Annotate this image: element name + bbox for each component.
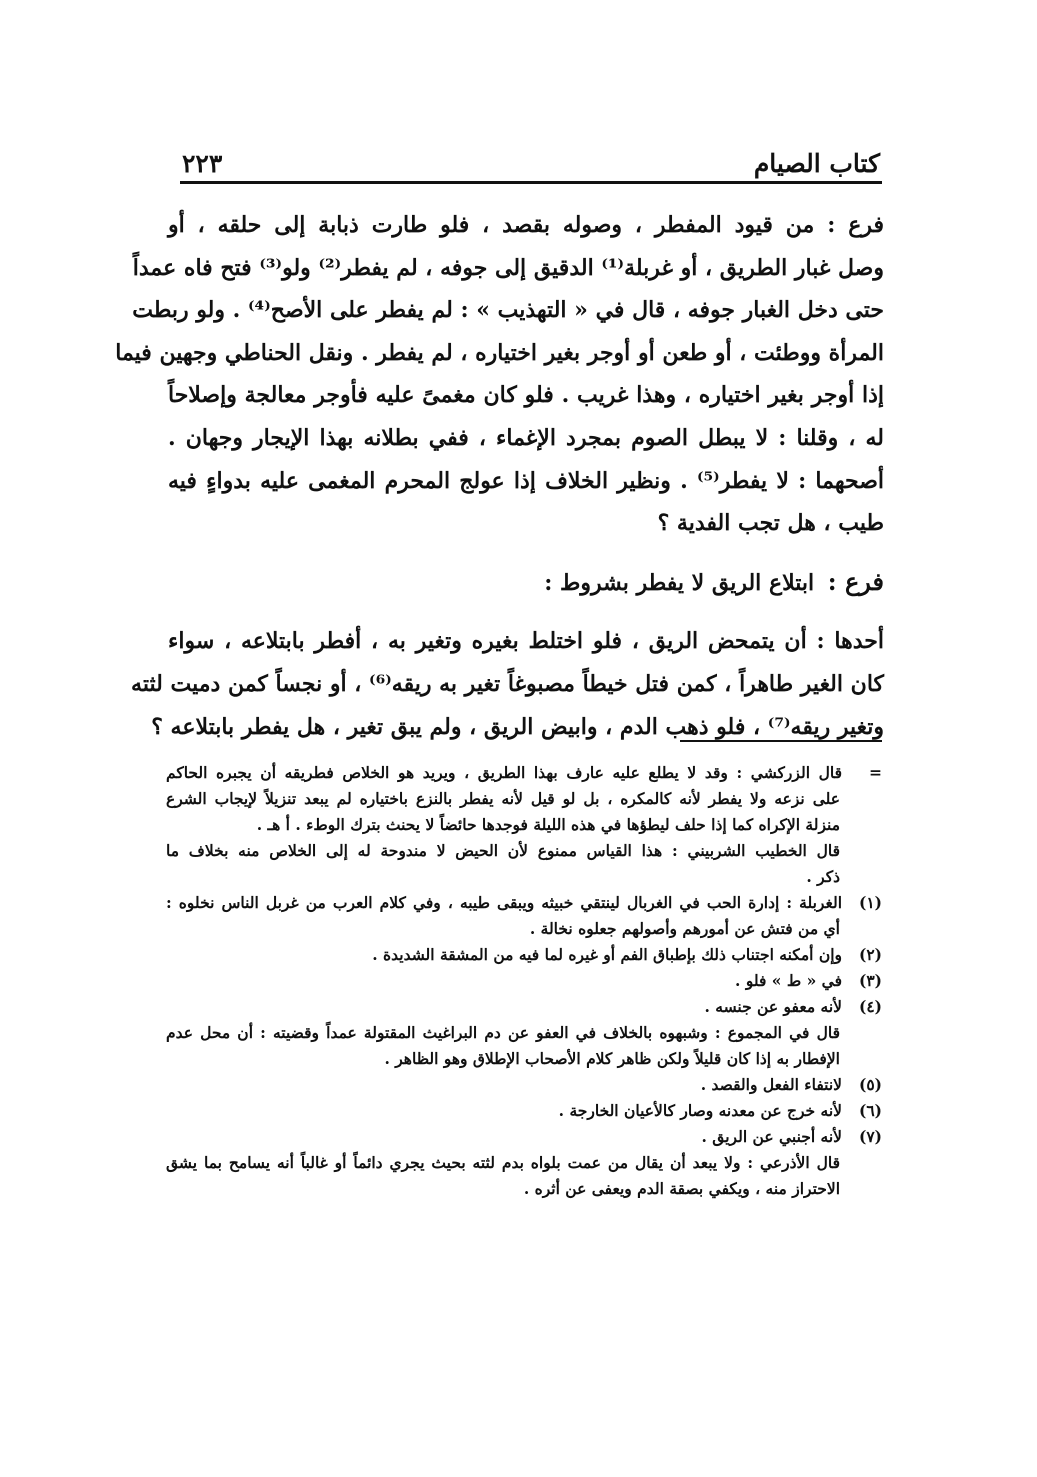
text-line: فرع : من قيود المفطر ، وصوله بقصد ، فلو طارت ذبابة إلى حلقه ، أو xyxy=(168,212,884,238)
text-line: وتغير ريقه⁽⁷⁾ ، فلو ذهب الدم ، وابيض الريق ، ولم يبق تغير ، هل يفطر بابتلاعه ؟ xyxy=(151,713,884,740)
footnote-marker: (٤) xyxy=(858,997,882,1016)
footnote-line xyxy=(166,1072,882,1098)
footnote-text: لأنه خرج عن معدنه وصار كالأعيان الخارجة . xyxy=(558,1101,842,1120)
footnote-line xyxy=(166,994,882,1020)
footnote-marker: (٢) xyxy=(858,945,882,964)
footnote-line xyxy=(166,760,882,786)
footnote-marker: = xyxy=(869,763,882,782)
footnote-line xyxy=(166,1098,882,1124)
footnote-line xyxy=(166,1124,882,1150)
text-line: المرأة ووطئت ، أو طعن أو أوجر بغير اختياره ، لم يفطر . ونقل الحناطي وجهين فيما xyxy=(115,339,884,366)
text-line: له ، وقلنا : لا يبطل الصوم بمجرد الإغماء ، ففي بطلانه بهذا الإيجار وجهان . xyxy=(168,424,884,451)
page-number: ٢٢٣ xyxy=(182,149,223,178)
main-text xyxy=(115,204,884,748)
text-line: طيب ، هل تجب الفدية ؟ xyxy=(657,510,884,537)
footnote-marker: (٥) xyxy=(858,1075,882,1094)
branch-text: ابتلاع الريق لا يفطر بشروط : xyxy=(544,569,815,596)
text-line: حتى دخل الغبار جوفه ، قال في « التهذيب » : لم يفطر على الأصح⁽⁴⁾ . ولو ربطت xyxy=(132,297,884,324)
footnote-line: قال الأذرعي : ولا يبعد أن يقال من عمت بلواه بدم لثته بحيث يجري دائماً أو غالباً أنه يسامح بما يشق xyxy=(166,1153,840,1172)
footnote-text: لأنه أجنبي عن الريق . xyxy=(701,1127,842,1146)
footnote-line xyxy=(166,890,882,916)
footnote-line: ذكر . xyxy=(806,867,840,886)
footnote-text: لأنه معفو عن جنسه . xyxy=(704,997,842,1016)
footnote-line: منزلة الإكراه كما إذا حلف ليطؤها في هذه الليلة فوجدها حائضاً لا يحنث بترك الوطء . أ هـ . xyxy=(256,815,840,834)
footnote-line: الإفطار به إذا كان قليلاً ولكن ظاهر كلام الأصحاب الإطلاق وهو الظاهر . xyxy=(384,1049,840,1068)
footnote-line: قال الخطيب الشربيني : هذا القياس ممنوع لأن الحيض لا مندوحة له إلى الخلاص منه بخلاف ما xyxy=(166,841,840,860)
footnote-marker: (٧) xyxy=(858,1127,882,1146)
text-line: وصل غبار الطريق ، أو غربلة⁽¹⁾ الدقيق إلى جوفه ، لم يفطر⁽²⁾ ولو⁽³⁾ فتح فاه عمداً xyxy=(132,254,884,281)
footnote-text: في « ط » فلو . xyxy=(735,971,842,990)
footnotes xyxy=(166,760,882,1202)
footnote-marker: (١) xyxy=(858,893,882,912)
footnote-text: وإن أمكنه اجتناب ذلك بإطباق الفم أو غيره لما فيه من المشقة الشديدة . xyxy=(372,945,842,964)
footnote-line: الاحتراز منه ، ويكفي بصقة الدم ويعفى عن أثره . xyxy=(523,1179,840,1198)
footnote-rule xyxy=(680,740,882,742)
footnote-marker: (٣) xyxy=(858,971,882,990)
footnote-line: قال في المجموع : وشبهوه بالخلاف في العفو عن دم البراغيث المقتولة عمداً وقضيته : أن محل عدم xyxy=(166,1023,840,1042)
text-line: كان الغير طاهراً ، كمن فتل خيطاً مصبوغاً تغير به ريقه⁽⁶⁾ ، أو نجساً كمن دميت لثته xyxy=(131,670,884,697)
text-line: إذا أوجر بغير اختياره ، وهذا غريب . فلو كان مغمىً عليه فأوجر معالجة وإصلاحاً xyxy=(168,382,884,409)
book-title: كتاب الصيام xyxy=(753,149,880,178)
text-line: أصحهما : لا يفطر⁽⁵⁾ . ونظير الخلاف إذا عولج المحرم المغمى عليه بدواءٍ فيه xyxy=(168,467,884,494)
footnote-marker: (٦) xyxy=(858,1101,882,1120)
text-line: أحدها : أن يتمحض الريق ، فلو اختلط بغيره وتغير به ، أفطر بابتلاعه ، سواء xyxy=(168,628,884,655)
running-head xyxy=(182,146,880,178)
branch-label: فرع : xyxy=(827,566,884,596)
footnote-line xyxy=(166,942,882,968)
paragraph-gap xyxy=(168,604,884,620)
footnote-line: أي من فتش عن أمورهم وأصولهم جعلوه نخالة . xyxy=(529,919,840,938)
header-rule xyxy=(180,181,882,184)
footnote-line xyxy=(166,968,882,994)
footnote-text: قال الزركشي : وقد لا يطلع عليه عارف بهذا الطريق ، ويريد هو الخلاص فطريقه أن يجبره الحاكم xyxy=(166,763,842,782)
footnote-text: الغربلة : إدارة الحب في الغربال لينتقي خبيثه ويبقى طيبه ، وفي كلام العرب من غربل الناس نخلوه : xyxy=(166,893,842,912)
footnote-line: على نزعه ولا يفطر لأنه كالمكره ، بل لو قيل لأنه يفطر بالنزع باختياره لم يبعد تنزيلاً لإيجاب الشرع xyxy=(166,789,840,808)
branch-heading xyxy=(168,561,884,605)
footnote-text: لانتفاء الفعل والقصد . xyxy=(700,1075,842,1094)
paragraph-gap xyxy=(168,545,884,561)
